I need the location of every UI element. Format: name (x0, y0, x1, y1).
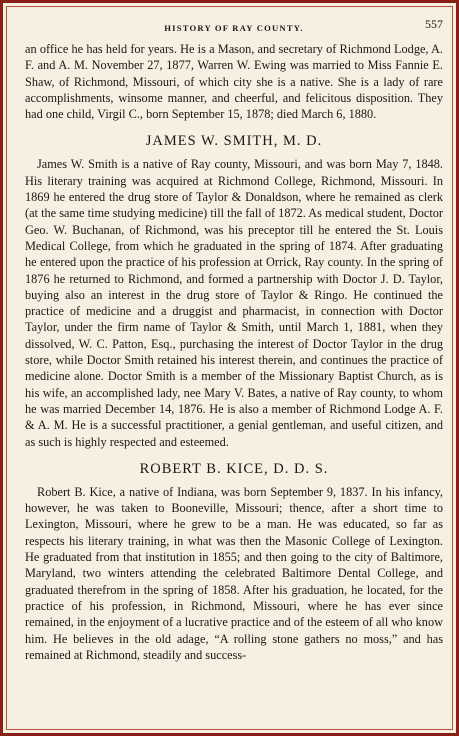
book-page (25, 13, 443, 663)
page-number: 557 (425, 17, 443, 31)
section-heading-kice: ROBERT B. KICE, D. D. S. (139, 460, 329, 477)
running-title: HISTORY OF RAY COUNTY. (164, 23, 304, 33)
intro-paragraph: an office he has held for years. He is a Mason, and secretary of Richmond Lodge, A. F. and A. M. November 27, 1877, Warren W. Ewing was married to Miss Fannie E. Shaw, of Richmond, Missouri, of which city she is a native. She is a lady of rare accomplishments, winsome manner, and cheerful, and felicitous disposition. They had one child, Virgil C., born September 15, 1878; died March 6, 1880. (25, 42, 443, 122)
section-heading-smith: JAMES W. SMITH, M. D. (145, 133, 323, 150)
running-head (25, 13, 443, 35)
section-paragraph-kice: Robert B. Kice, a native of Indiana, was born September 9, 1837. In his infancy, however, he was taken to Booneville, Missouri; thence, after a short time to Lexington, Missouri, where he grew to be a man. He was educated, so far as respects his literary training, in what was then the Masonic College of Lexington. He graduated from that institution in 1855; and then going to the city of Baltimore, Maryland, two winters attending the celebrated Baltimore Dental College, and graduated therefrom in the spring of 1858. After his graduation, he located, for the practice of his profession, in Richmond, Missouri, where he has ever since remained, in the enjoyment of a lucrative practice and of the esteem of all who know him. He believes in the old adage, “A rolling stone gathers no moss,” and has remained at Richmond, steadily and success- (25, 484, 443, 662)
section-paragraph-smith: James W. Smith is a native of Ray county, Missouri, and was born May 7, 1848. His literary training was acquired at Richmond College, Richmond, Missouri. In 1869 he entered the drug store of Taylor & Donaldson, where he remained as clerk (at the same time studying medicine) till the fall of 1872. As medical student, Doctor Geo. W. Buchanan, of Richmond, was his preceptor till he entered the St. Louis Medical College, from which he graduated in the spring of 1874. After graduating he entered upon the practice of his profession at Orrick, Ray county. In the spring of 1876 he returned to Richmond, and formed a partnership with Doctor J. D. Taylor, buying also an interest in the drug store of Taylor & Ringo. He continued the practice of medicine and a druggist and pharmacist, in connection with Doctor Taylor, under the firm name of Taylor & Smith, until March 1, 1881, when they dissolved, W. C. Patton, Esq., purchasing the interest of Doctor Taylor in the drug store, while Doctor Smith retained his interest therein, and continues the practice of medicine alone. Doctor Smith is a member of the Missionary Baptist Church, as is his wife, an accomplished lady, nee Mary V. Bates, a native of Ray county, to whom he was married December 14, 1876. He is also a member of Richmond Lodge A. F. & A. M. He is a successful practitioner, a genial gentleman, and useful citizen, and as such is highly respected and esteemed. (25, 157, 443, 449)
